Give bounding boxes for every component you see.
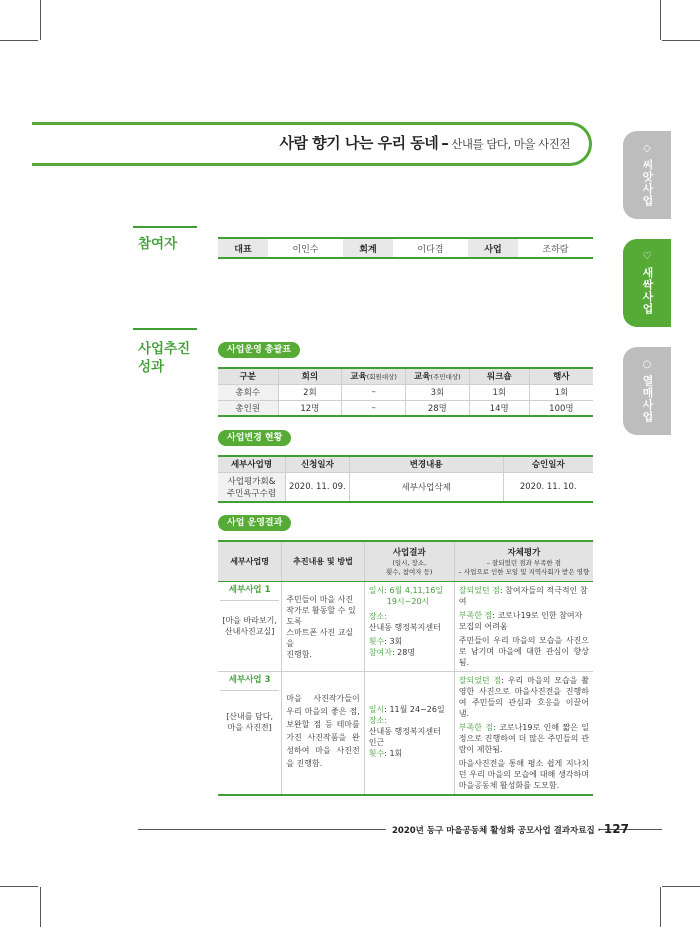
result-outcome-cell: 일시: 6월 4,11,16일 19시~20시 장소: 산내동 행정복지센터 횟수: 3회 참여자: 28명: [364, 581, 454, 671]
crop-mark: [660, 0, 661, 40]
summary-cell: 2회: [278, 384, 342, 400]
changes-cell-name: 사업평가회& 주민욕구수렴: [218, 472, 286, 502]
result-method-cell: 주민들이 마을 사진 작가로 활동할 수 있도록 스마트폰 사진 교실을 진행함.: [282, 581, 365, 671]
summary-header: 회의: [278, 368, 342, 384]
section-rule: [133, 328, 197, 330]
project-title: [마을 바라보기, 산내사진교실]: [222, 615, 277, 636]
crop-mark: [40, 887, 41, 927]
result-outcome-cell: 일시: 11월 24~26일 장소: 산내동 행정복지센터 인근 횟수: 1회: [364, 671, 454, 795]
crop-mark: [662, 40, 700, 41]
pill-summary: 사업운영 총괄표: [218, 342, 300, 358]
summary-cell: 1회: [469, 384, 529, 400]
tab-fruit[interactable]: [623, 347, 671, 435]
title-dash: –: [441, 134, 449, 152]
participant-value: 이다겸: [393, 238, 468, 258]
table-row: [218, 472, 593, 502]
summary-header: 교육(주민대상): [406, 368, 470, 384]
result-eval-cell: 잘되었던 점: 참여자들의 적극적인 참여 부족한 점: 코로나19로 인한 참여자 모집의 어려움 주민들이 우리 마을의 모습을 사진으로 남기며 마을에 대한 관심이 향상됨.: [454, 581, 593, 671]
leaf-icon: ◇: [641, 143, 653, 155]
summary-header: 행사: [529, 368, 593, 384]
project-name: 세부사업 3: [220, 675, 279, 691]
footer-text: 2020년 동구 마을공동체 활성화 공모사업 결과자료집 ·: [392, 826, 601, 836]
section-label-line-2: 성과: [138, 359, 165, 375]
table-row: [218, 384, 593, 400]
participants-table: [218, 237, 593, 259]
participant-value: 이인수: [268, 238, 343, 258]
participant-header: 대표: [218, 238, 268, 258]
changes-header: 변경내용: [349, 456, 503, 472]
summary-header: 구분: [218, 368, 278, 384]
result-method-cell: 마을 사진작가들이 우리 마을의 좋은 점, 보완할 점 등 테마를 가진 사진작품을 완성하여 마을 사진전을 진행함.: [282, 671, 365, 795]
tab-sprout[interactable]: [623, 239, 671, 327]
table-row: [218, 400, 593, 416]
summary-cell: 28명: [406, 400, 470, 416]
results-table: [218, 540, 593, 796]
fruit-icon: ○: [641, 359, 653, 371]
table-row: [218, 671, 593, 795]
page-title: [279, 132, 570, 153]
project-name: 세부사업 1: [220, 585, 279, 601]
tab-sprout-label: 새싹사업: [641, 267, 654, 315]
results-header: 추진내용 및 방법: [282, 541, 365, 581]
changes-cell-content: 세부사업삭제: [349, 472, 503, 502]
summary-header: 워크숍: [469, 368, 529, 384]
summary-cell: –: [342, 384, 406, 400]
pill-changes: 사업변경 현황: [218, 430, 291, 446]
footer-rule: [138, 829, 386, 830]
tab-seed[interactable]: [623, 131, 671, 219]
tab-fruit-label: 열매사업: [641, 375, 654, 423]
pill-results: 사업 운영결과: [218, 515, 291, 531]
crop-mark: [0, 886, 38, 887]
summary-cell: 3회: [406, 384, 470, 400]
crop-mark: [40, 0, 41, 40]
section-label-performance: [138, 340, 190, 376]
project-title: [산내를 담다, 마을 사진전]: [226, 711, 274, 732]
summary-header: 교육(회원대상): [342, 368, 406, 384]
participant-value: 조하람: [518, 238, 593, 258]
summary-cell: –: [342, 400, 406, 416]
section-label-participants: 참여자: [138, 236, 178, 252]
changes-header: 세부사업명: [218, 456, 286, 472]
changes-cell-approved: 2020. 11. 10.: [503, 472, 593, 502]
changes-cell-applied: 2020. 11. 09.: [286, 472, 350, 502]
table-row: [218, 581, 593, 671]
tab-seed-label: 씨앗사업: [641, 159, 654, 207]
summary-cell: 12명: [278, 400, 342, 416]
section-label-line-1: 사업추진: [138, 341, 191, 357]
summary-cell: 14명: [469, 400, 529, 416]
title-main: 사람 향기 나는 우리 동네: [279, 134, 439, 152]
changes-table: [218, 455, 593, 503]
sprout-icon: ♡: [641, 251, 653, 263]
crop-mark: [0, 40, 38, 41]
page-number: 127: [603, 822, 629, 836]
results-header: 세부사업명: [218, 541, 282, 581]
summary-cell: 1회: [529, 384, 593, 400]
result-eval-cell: 잘되었던 점: 우리 마을의 모습을 촬영한 사진으로 마을사진전을 진행하여 주민들의 관심과 호응을 이끌어 냄. 부족한 점: 코로나19로 인해 짧은 일정으로 진행하여 더 많은 주민들의 관람이 제한됨. 마을사진전을 통해 평소 쉽게 지나치던 우리 마을의 모습에 대해 생각하며 마을공동체 활성화를 도모함.: [454, 671, 593, 795]
changes-header: 신청일자: [286, 456, 350, 472]
summary-cell: 100명: [529, 400, 593, 416]
footer: [392, 822, 629, 836]
result-project-cell: [218, 671, 282, 795]
summary-cell: 총인원: [218, 400, 278, 416]
participant-header: 회계: [343, 238, 393, 258]
title-subtitle: 산내를 담다, 마을 사진전: [451, 137, 570, 151]
changes-header: 승인일자: [503, 456, 593, 472]
summary-cell: 총회수: [218, 384, 278, 400]
results-header: 사업결과 (일시, 장소, 횟수, 참여자 등): [364, 541, 454, 581]
crop-mark: [660, 887, 661, 927]
summary-table: [218, 367, 593, 417]
participant-header: 사업: [468, 238, 518, 258]
crop-mark: [662, 886, 700, 887]
results-header: 자체평가 – 잘되었던 점과 부족한 점 – 사업으로 인한 모임 및 지역사회가 받은 영향: [454, 541, 593, 581]
result-project-cell: [218, 581, 282, 671]
section-rule: [133, 226, 197, 228]
